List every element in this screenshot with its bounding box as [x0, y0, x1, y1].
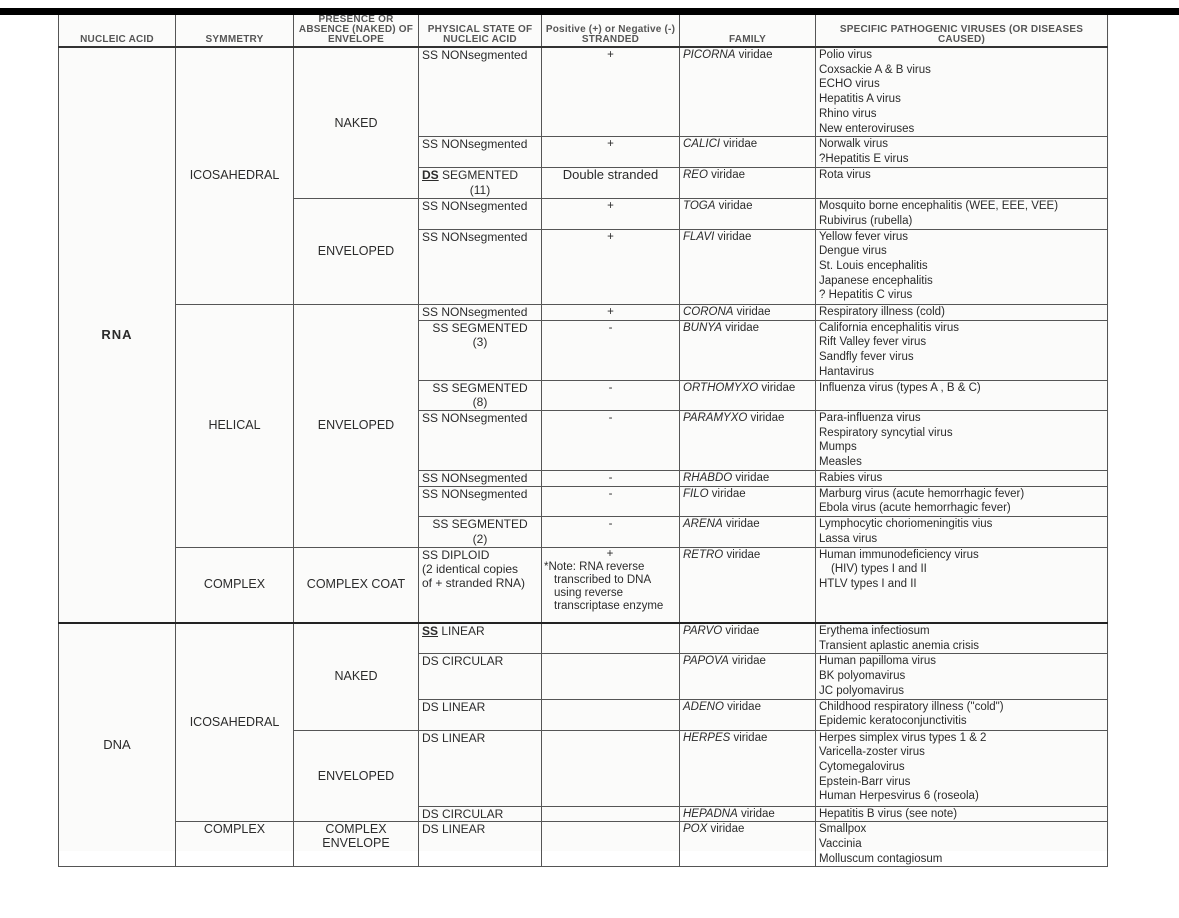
family-cell [680, 304, 816, 320]
family-suffix: viridae [722, 518, 760, 531]
envelope-enveloped-helical: ENVELOPED [294, 304, 419, 547]
stranded-cell [542, 547, 680, 623]
virus-item: Childhood respiratory illness ("cold") [819, 700, 1004, 713]
virus-item: Yellow fever virus [819, 230, 909, 243]
family-cell [680, 654, 816, 699]
family-name: ARENA [683, 518, 723, 531]
physical-state-cell: SS NONsegmented [419, 137, 542, 168]
family-name: HERPES [683, 731, 731, 744]
virus-item: Polio virus [819, 49, 873, 61]
virus-item: St. Louis encephalitis [819, 260, 928, 273]
virus-item: Mosquito borne encephalitis (WEE, EEE, VEE) [819, 200, 1059, 213]
family-name: PARVO [683, 625, 723, 638]
reverse-transcription-note: transcriptase enzyme [554, 599, 664, 612]
physical-state-cell: SS NONsegmented [419, 304, 542, 320]
viruses-cell [816, 168, 1108, 199]
stranded-cell: - [542, 517, 680, 547]
state-text: SEGMENTED [438, 168, 519, 183]
symmetry-icosahedral-dna: ICOSAHEDRAL [176, 623, 294, 822]
strand-type: DS [422, 168, 439, 183]
family-name: BUNYA [683, 321, 722, 334]
virus-item: Coxsackie A & B virus [819, 63, 931, 76]
virus-item: JC polyomavirus [819, 684, 904, 697]
header-row [59, 15, 1108, 47]
stranded-cell: + [542, 47, 680, 137]
virus-item: Para-influenza virus [819, 412, 921, 425]
virus-item: New enteroviruses [819, 122, 915, 135]
viruses-cell [816, 806, 1108, 822]
state-text: SS SEGMENTED [432, 517, 528, 532]
virus-item: Herpes simplex virus types 1 & 2 [819, 731, 987, 744]
stranded-cell [542, 654, 680, 699]
family-suffix: viridae [735, 49, 773, 61]
family-cell [680, 730, 816, 806]
family-cell [680, 547, 816, 623]
state-text: SS SEGMENTED [432, 320, 528, 335]
family-suffix: viridae [737, 807, 775, 820]
envelope-enveloped-icosahedral-rna: ENVELOPED [294, 199, 419, 304]
family-suffix: viridae [720, 138, 758, 151]
viruses-cell [816, 517, 1108, 547]
family-suffix: viridae [758, 381, 796, 394]
family-cell [680, 47, 816, 137]
virus-item: Japanese encephalitis [819, 274, 933, 287]
envelope-naked-rna: NAKED [294, 47, 419, 199]
family-name: HEPADNA [683, 807, 738, 820]
virus-item: Hantavirus [819, 365, 874, 378]
strand-sign: + [606, 547, 614, 560]
family-name: REO [683, 169, 708, 182]
group-dna: DNA [59, 623, 176, 867]
physical-state-cell: SS NONsegmented [419, 47, 542, 137]
stranded-cell: + [542, 137, 680, 168]
viruses-cell [816, 486, 1108, 516]
viruses-cell [816, 380, 1108, 410]
viruses-cell [816, 623, 1108, 654]
family-cell [680, 229, 816, 304]
family-suffix: viridae [723, 700, 761, 713]
family-suffix: viridae [723, 548, 761, 561]
family-cell [680, 806, 816, 822]
virus-item: Hepatitis B virus (see note) [819, 807, 958, 820]
virus-item: Norwalk virus [819, 138, 889, 151]
family-suffix: viridae [708, 487, 746, 500]
reverse-transcription-note: using reverse [554, 586, 624, 599]
virus-item: Smallpox [819, 823, 867, 836]
family-cell [680, 168, 816, 199]
state-line: (2 identical copies [422, 561, 519, 576]
symmetry-helical: HELICAL [176, 304, 294, 547]
physical-state-cell: DS LINEAR [419, 822, 542, 867]
virus-item: Cytomegalovirus [819, 760, 905, 773]
virus-item: Vaccinia [819, 837, 862, 850]
viruses-cell [816, 137, 1108, 168]
header-family: FAMILY [680, 15, 816, 47]
stranded-cell: - [542, 411, 680, 471]
stranded-cell: - [542, 471, 680, 487]
physical-state-cell [419, 547, 542, 623]
virus-item: Rota virus [819, 169, 871, 182]
family-name: CORONA [683, 305, 734, 318]
virus-item: Rift Valley fever virus [819, 336, 927, 349]
physical-state-cell: DS LINEAR [419, 730, 542, 806]
header-nucleic-acid: NUCLEIC ACID [59, 15, 176, 47]
strand-type: SS [422, 624, 439, 639]
virus-item: Molluscum contagiosum [819, 852, 943, 865]
family-cell [680, 137, 816, 168]
physical-state-cell [419, 320, 542, 380]
virus-item: Epidemic keratoconjunctivitis [819, 715, 967, 728]
reverse-transcription-note: transcribed to DNA [554, 573, 652, 586]
virus-item: ?Hepatitis E virus [819, 152, 909, 165]
virus-item: ECHO virus [819, 78, 880, 91]
family-name: ORTHOMYXO [683, 381, 759, 394]
family-name: ADENO [683, 700, 724, 713]
header-envelope: PRESENCE OR ABSENCE (NAKED) OF ENVELOPE [294, 15, 419, 47]
family-name: FILO [683, 487, 709, 500]
virus-item: Hepatitis A virus [819, 93, 901, 106]
family-cell [680, 486, 816, 516]
viruses-cell [816, 547, 1108, 623]
virus-item: ? Hepatitis C virus [819, 289, 913, 302]
stranded-cell [542, 806, 680, 822]
family-cell [680, 411, 816, 471]
family-suffix: viridae [714, 230, 752, 243]
family-suffix: viridae [707, 823, 745, 836]
physical-state-cell: SS NONsegmented [419, 229, 542, 304]
virus-item: Influenza virus (types A , B & C) [819, 381, 981, 394]
state-line: of + stranded RNA) [422, 575, 526, 590]
top-border-bar [0, 8, 1179, 15]
family-suffix: viridae [722, 321, 760, 334]
header-physical-state: PHYSICAL STATE OF NUCLEIC ACID [419, 15, 542, 47]
envelope-complex-coat: COMPLEX COAT [294, 547, 419, 623]
stranded-cell: + [542, 304, 680, 320]
virus-item: Ebola virus (acute hemorrhagic fever) [819, 502, 1011, 515]
family-suffix: viridae [707, 169, 745, 182]
viruses-cell [816, 47, 1108, 137]
family-name: PAPOVA [683, 655, 729, 668]
physical-state-cell [419, 168, 542, 199]
viruses-cell [816, 730, 1108, 806]
table-row [59, 304, 1108, 320]
physical-state-cell [419, 517, 542, 547]
family-suffix: viridae [747, 412, 785, 425]
virus-item: Marburg virus (acute hemorrhagic fever) [819, 487, 1025, 500]
state-text: SS SEGMENTED [432, 380, 528, 395]
stranded-cell [542, 730, 680, 806]
family-cell [680, 699, 816, 730]
virus-item: Rabies virus [819, 472, 883, 485]
group-rna: RNA [59, 47, 176, 623]
header-symmetry: SYMMETRY [176, 15, 294, 47]
virus-item: Mumps [819, 441, 857, 454]
viruses-cell [816, 822, 1108, 867]
physical-state-cell: SS NONsegmented [419, 411, 542, 471]
viruses-cell [816, 411, 1108, 471]
physical-state-cell [419, 380, 542, 410]
symmetry-icosahedral-rna: ICOSAHEDRAL [176, 47, 294, 304]
segment-count: (3) [472, 335, 488, 350]
virus-item: BK polyomavirus [819, 670, 906, 683]
envelope-enveloped-dna: ENVELOPED [294, 730, 419, 822]
table-row [59, 822, 1108, 867]
family-suffix: viridae [732, 472, 770, 485]
physical-state-cell: SS NONsegmented [419, 486, 542, 516]
virus-item: Human Herpesvirus 6 (roseola) [819, 790, 979, 803]
virus-item: (HIV) types I and II [831, 563, 927, 576]
viruses-cell [816, 320, 1108, 380]
physical-state-cell: DS LINEAR [419, 699, 542, 730]
family-suffix: viridae [715, 200, 753, 213]
family-cell [680, 199, 816, 229]
state-line: SS DIPLOID [422, 547, 490, 562]
family-name: RETRO [683, 548, 724, 561]
stranded-cell [542, 699, 680, 730]
virus-item: Human immunodeficiency virus [819, 548, 979, 561]
physical-state-cell: SS NONsegmented [419, 199, 542, 229]
family-name: CALICI [683, 138, 721, 151]
reverse-transcription-note: *Note: RNA reverse [544, 560, 645, 573]
viruses-cell [816, 699, 1108, 730]
virus-item: Human papilloma virus [819, 655, 936, 668]
viruses-cell [816, 471, 1108, 487]
family-suffix: viridae [730, 731, 768, 744]
family-name: FLAVI [683, 230, 715, 243]
virus-item: Dengue virus [819, 245, 887, 258]
physical-state-cell: DS CIRCULAR [419, 806, 542, 822]
family-name: PICORNA [683, 49, 736, 61]
virus-item: HTLV types I and II [819, 577, 917, 590]
family-name: PARAMYXO [683, 412, 748, 425]
stranded-cell: - [542, 320, 680, 380]
virus-item: Transient aplastic anemia crisis [819, 639, 979, 652]
physical-state-cell: DS CIRCULAR [419, 654, 542, 699]
viruses-cell [816, 229, 1108, 304]
family-name: RHABDO [683, 472, 733, 485]
family-cell [680, 623, 816, 654]
family-cell [680, 471, 816, 487]
viruses-cell [816, 304, 1108, 320]
table-row [59, 623, 1108, 654]
virus-item: Erythema infectiosum [819, 625, 930, 638]
header-viruses: SPECIFIC PATHOGENIC VIRUSES (OR DISEASES CAUSED) [816, 15, 1108, 47]
physical-state-cell [419, 623, 542, 654]
virus-item: Sandfly fever virus [819, 351, 914, 364]
stranded-cell: - [542, 380, 680, 410]
stranded-cell: Double stranded [542, 168, 680, 199]
virus-item: Varicella-zoster virus [819, 746, 925, 759]
family-cell [680, 822, 816, 867]
virus-item: Measles [819, 456, 862, 469]
virus-classification-table [58, 15, 1108, 867]
family-cell [680, 380, 816, 410]
symmetry-complex-rna: COMPLEX [176, 547, 294, 623]
virus-item: Respiratory syncytial virus [819, 426, 953, 439]
virus-item: Rhino virus [819, 107, 877, 120]
table-row [59, 547, 1108, 623]
virus-item: Epstein-Barr virus [819, 775, 911, 788]
family-suffix: viridae [728, 655, 766, 668]
envelope-complex-envelope: COMPLEX ENVELOPE [294, 822, 419, 867]
family-suffix: viridae [722, 625, 760, 638]
virus-item: Lymphocytic choriomeningitis vius [819, 518, 993, 531]
header-stranded: Positive (+) or Negative (-) STRANDED [542, 15, 680, 47]
viruses-cell [816, 654, 1108, 699]
segment-count: (8) [472, 395, 488, 410]
physical-state-cell: SS NONsegmented [419, 471, 542, 487]
stranded-cell [542, 623, 680, 654]
family-name: POX [683, 823, 708, 836]
virus-item: Rubivirus (rubella) [819, 214, 913, 227]
family-suffix: viridae [733, 305, 771, 318]
stranded-cell: + [542, 229, 680, 304]
stranded-cell: - [542, 486, 680, 516]
family-cell [680, 517, 816, 547]
segment-count: (2) [472, 531, 488, 546]
table-row [59, 47, 1108, 137]
virus-item: California encephalitis virus [819, 321, 959, 334]
symmetry-complex-dna: COMPLEX [176, 822, 294, 867]
family-cell [680, 320, 816, 380]
state-text: LINEAR [438, 624, 485, 639]
viruses-cell [816, 199, 1108, 229]
envelope-naked-dna: NAKED [294, 623, 419, 730]
virus-item: Lassa virus [819, 532, 878, 545]
segment-count: (11) [469, 182, 491, 197]
virus-item: Respiratory illness (cold) [819, 305, 945, 318]
family-name: TOGA [683, 200, 716, 213]
stranded-cell [542, 822, 680, 867]
stranded-cell: + [542, 199, 680, 229]
